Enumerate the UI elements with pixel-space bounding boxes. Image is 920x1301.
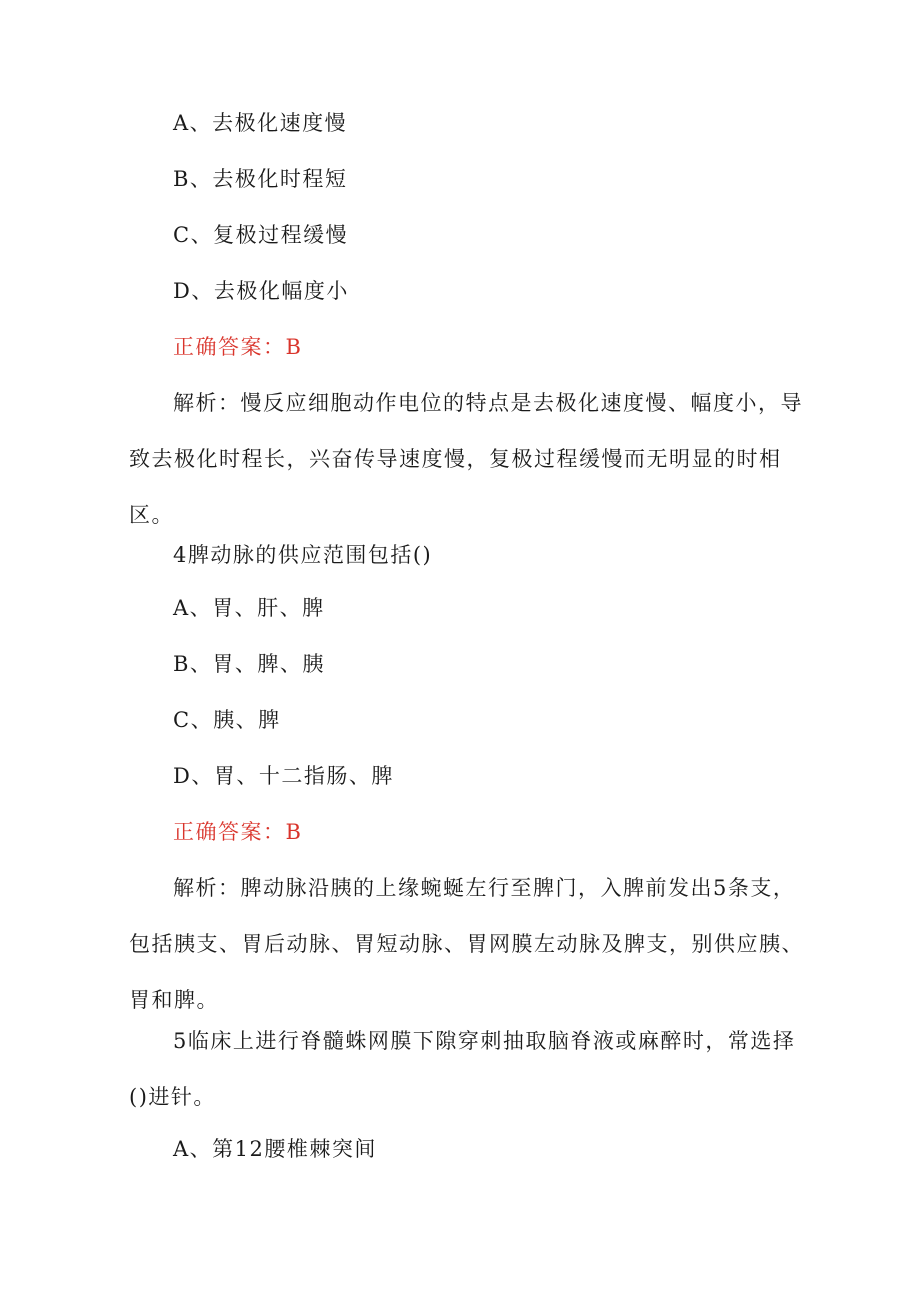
q4-question: 4脾动脉的供应范围包括() [173, 543, 433, 567]
q3-option-d: D、去极化幅度小 [173, 279, 349, 303]
q4-correct-answer: 正确答案：B [173, 820, 303, 844]
q4-option-b: B、胃、脾、胰 [173, 652, 325, 676]
q4-analysis: 解析：脾动脉沿胰的上缘蜿蜒左行至脾门，入脾前发出5条支，包括胰支、胃后动脉、胃短动脉、胃网膜左动脉及脾支，别供应胰、胃和脾。 [129, 876, 804, 1012]
q3-option-b: B、去极化时程短 [173, 167, 348, 191]
q3-analysis: 解析：慢反应细胞动作电位的特点是去极化速度慢、幅度小，导致去极化时程长，兴奋传导速度慢，复极过程缓慢而无明显的时相区。 [129, 391, 803, 527]
q4-option-c: C、胰、脾 [173, 708, 281, 732]
q3-option-a: A、去极化速度慢 [173, 111, 348, 135]
q3-correct-answer: 正确答案：B [173, 335, 303, 359]
q5-option-a: A、第12腰椎棘突间 [173, 1137, 377, 1161]
q4-option-a: A、胃、肝、脾 [173, 596, 325, 620]
q4-option-d: D、胃、十二指肠、脾 [173, 764, 394, 788]
q3-option-c: C、复极过程缓慢 [173, 223, 349, 247]
q5-question: 5临床上进行脊髓蛛网膜下隙穿刺抽取脑脊液或麻醉时，常选择()进针。 [129, 1029, 796, 1109]
